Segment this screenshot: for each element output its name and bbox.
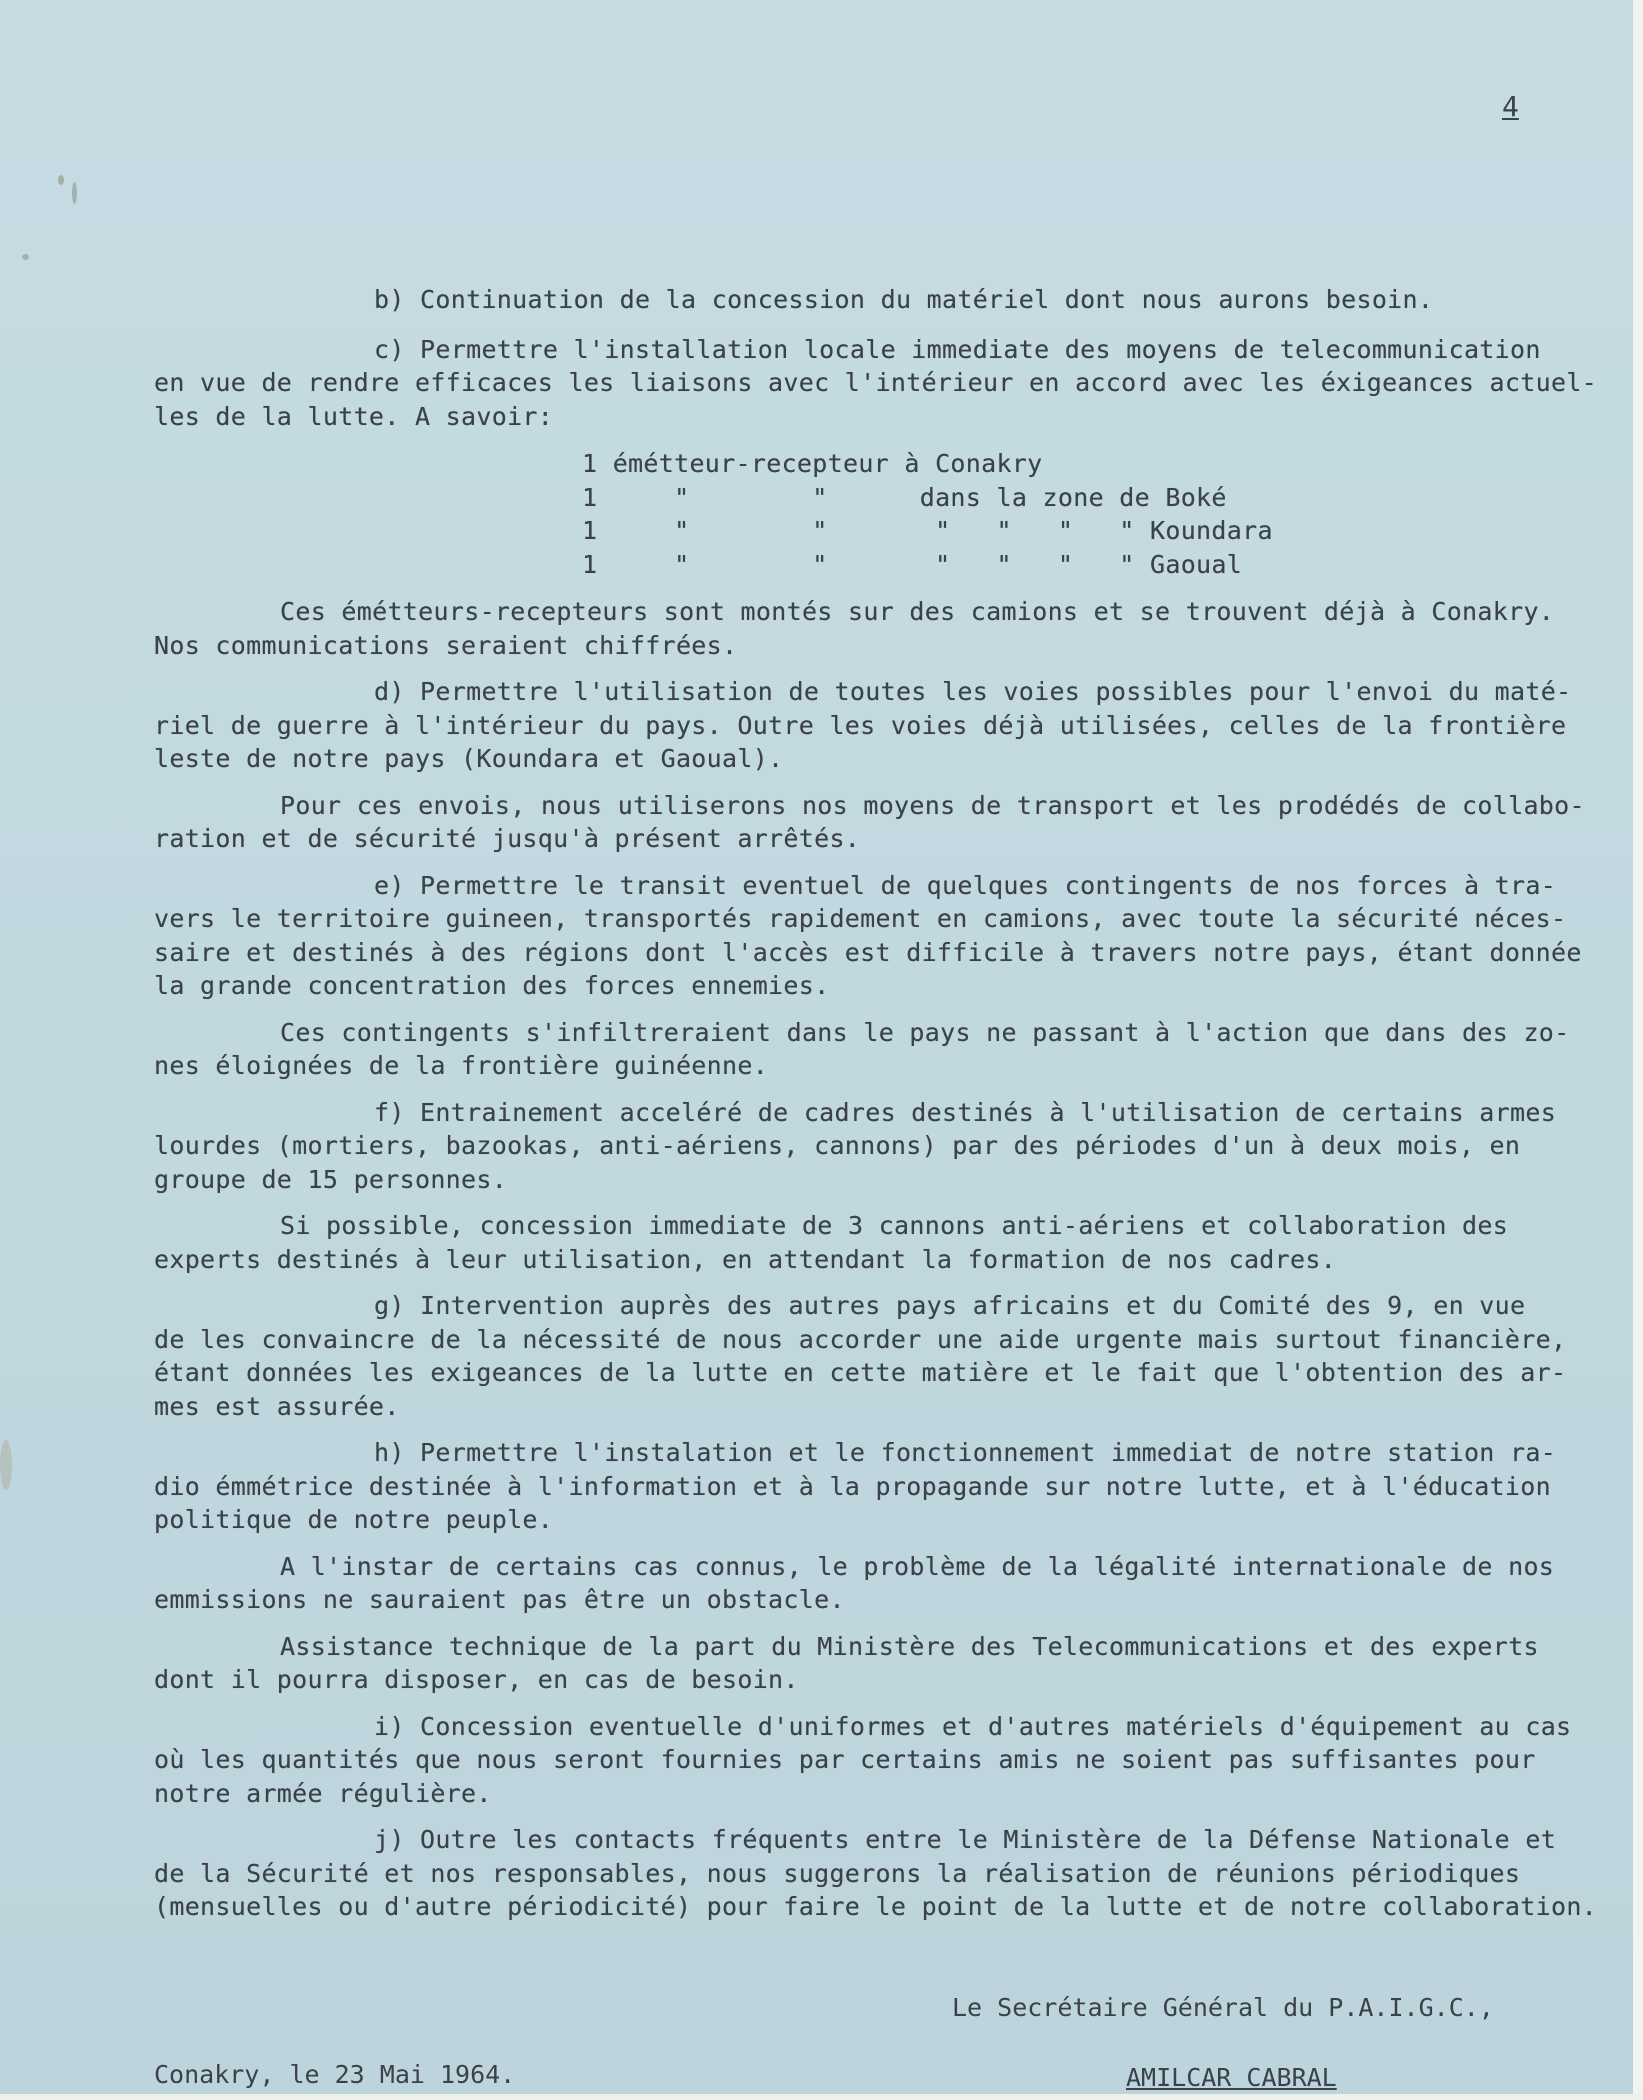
ink-stain bbox=[0, 1440, 12, 1490]
paper-edge-right bbox=[1633, 0, 1643, 2100]
item-b-line: b) Continuation de la concession du matériel dont nous aurons besoin. bbox=[374, 285, 1434, 314]
paragraph-line: emmissions ne sauraient pas être un obstacle. bbox=[154, 1585, 845, 1614]
paragraph-f bbox=[154, 1096, 1614, 1197]
paragraph-line: étant données les exigeances de la lutte en cette matière et le fait que l'obtention des ar- bbox=[154, 1358, 1567, 1387]
item-c-line: en vue de rendre efficaces les liaisons avec l'intérieur en accord avec les éxigeances actuel- bbox=[154, 368, 1598, 397]
ink-stain bbox=[22, 254, 29, 260]
item-c-line: c) Permettre l'installation locale immediate des moyens de telecommunication bbox=[374, 334, 1541, 364]
paragraph-line: Si possible, concession immediate de 3 cannons anti-aériens et collaboration des bbox=[280, 1211, 1509, 1240]
paragraph-d bbox=[154, 675, 1614, 776]
item-c-line: les de la lutte. A savoir: bbox=[154, 401, 554, 431]
signer-name: AMILCAR CABRAL bbox=[1126, 2063, 1337, 2092]
equipment-list bbox=[154, 447, 1614, 581]
paragraph-j bbox=[154, 1823, 1614, 1924]
paragraph-list bbox=[154, 595, 1614, 1924]
paragraph-line: (mensuelles ou d'autre périodicité) pour faire le point de la lutte et de notre collaboration. bbox=[154, 1892, 1598, 1921]
paragraph-line: j) Outre les contacts fréquents entre le Ministère de la Défense Nationale et bbox=[374, 1825, 1557, 1854]
paragraph-assistance bbox=[154, 1630, 1614, 1697]
signature-title: Le Secrétaire Général du P.A.I.G.C., bbox=[952, 1993, 1494, 2022]
paragraph-line: Pour ces envois, nous utiliserons nos moyens de transport et les prodédés de collabo- bbox=[280, 790, 1585, 820]
equipment-list-item: 1 " " " " " " Gaoual bbox=[582, 549, 1243, 579]
paragraph-line: f) Entrainement acceléré de cadres destinés à l'utilisation de certains armes bbox=[374, 1097, 1557, 1127]
document-body bbox=[154, 283, 1614, 1924]
paragraph-line: saire et destinés à des régions dont l'accès est difficile à travers notre pays, étant donnée bbox=[154, 937, 1582, 967]
ink-stain bbox=[58, 175, 64, 185]
paragraph-line: dio émmétrice destinée à l'information et à la propagande sur notre lutte, et à l'éducation bbox=[154, 1471, 1551, 1501]
paper-edge-bottom bbox=[0, 2094, 1643, 2100]
paragraph-contingents bbox=[154, 1016, 1614, 1083]
paragraph-envois bbox=[154, 789, 1614, 856]
item-b bbox=[154, 283, 1614, 317]
paragraph-i bbox=[154, 1710, 1614, 1811]
paragraph-recepteurs-note bbox=[154, 595, 1614, 662]
paragraph-line: nes éloignées de la frontière guinéenne. bbox=[154, 1051, 769, 1080]
paragraph-line: leste de notre pays (Koundara et Gaoual). bbox=[154, 744, 784, 773]
item-c bbox=[154, 333, 1614, 434]
paragraph-line: e) Permettre le transit eventuel de quelques contingents de nos forces à tra- bbox=[374, 870, 1557, 900]
paragraph-line: vers le territoire guineen, transportés rapidement en camions, avec toute la sécurité néces- bbox=[154, 904, 1567, 933]
paragraph-line: riel de guerre à l'intérieur du pays. Outre les voies déjà utilisées, celles de la frontière bbox=[154, 710, 1567, 740]
paragraph-line: de les convaincre de la nécessité de nous accorder une aide urgente mais surtout financière, bbox=[154, 1324, 1567, 1354]
paragraph-line: dont il pourra disposer, en cas de besoin. bbox=[154, 1665, 799, 1694]
paragraph-line: i) Concession eventuelle d'uniformes et d'autres matériels d'équipement au cas bbox=[374, 1711, 1572, 1741]
ink-stain bbox=[72, 182, 77, 204]
paragraph-e bbox=[154, 869, 1614, 1003]
paragraph-line: d) Permettre l'utilisation de toutes les voies possibles pour l'envoi du maté- bbox=[374, 677, 1572, 706]
place-and-date: Conakry, le 23 Mai 1964. bbox=[154, 2060, 516, 2089]
paragraph-h bbox=[154, 1436, 1614, 1537]
paragraph-line: où les quantités que nous seront fournies par certains amis ne soient pas suffisantes pour bbox=[154, 1745, 1536, 1774]
paragraph-line: la grande concentration des forces ennemies. bbox=[154, 971, 830, 1000]
paragraph-line: Assistance technique de la part du Ministère des Telecommunications et des experts bbox=[280, 1631, 1539, 1661]
paragraph-line: de la Sécurité et nos responsables, nous suggerons la réalisation de réunions périodiques bbox=[154, 1858, 1521, 1888]
equipment-list-item: 1 " " " " " " Koundara bbox=[582, 516, 1273, 545]
paragraph-line: groupe de 15 personnes. bbox=[154, 1164, 508, 1194]
paragraph-line: lourdes (mortiers, bazookas, anti-aériens, cannons) par des périodes d'un à deux mois, en bbox=[154, 1131, 1521, 1160]
paragraph-line: politique de notre peuple. bbox=[154, 1505, 554, 1534]
equipment-list-item: 1 émétteur-recepteur à Conakry bbox=[582, 449, 1043, 478]
paragraph-cannons bbox=[154, 1209, 1614, 1276]
paragraph-line: A l'instar de certains cas connus, le problème de la légalité internationale de nos bbox=[280, 1551, 1555, 1581]
page-number: 4 bbox=[1502, 90, 1519, 123]
paragraph-line: h) Permettre l'instalation et le fonctionnement immediat de notre station ra- bbox=[374, 1438, 1557, 1467]
paragraph-line: Ces contingents s'infiltreraient dans le pays ne passant à l'action que dans des zo- bbox=[280, 1017, 1570, 1047]
paragraph-line: Ces émétteurs-recepteurs sont montés sur des camions et se trouvent déjà à Conakry. bbox=[280, 597, 1555, 626]
paragraph-line: g) Intervention auprès des autres pays africains et du Comité des 9, en vue bbox=[374, 1291, 1526, 1320]
paragraph-line: experts destinés à leur utilisation, en attendant la formation de nos cadres. bbox=[154, 1244, 1337, 1274]
paragraph-line: mes est assurée. bbox=[154, 1391, 400, 1421]
paragraph-g bbox=[154, 1289, 1614, 1423]
paragraph-line: Nos communications seraient chiffrées. bbox=[154, 630, 738, 660]
paragraph-line: ration et de sécurité jusqu'à présent arrêtés. bbox=[154, 824, 861, 853]
equipment-list-item: 1 " " dans la zone de Boké bbox=[582, 482, 1227, 512]
paragraph-legalite bbox=[154, 1550, 1614, 1617]
paragraph-line: notre armée régulière. bbox=[154, 1778, 492, 1808]
